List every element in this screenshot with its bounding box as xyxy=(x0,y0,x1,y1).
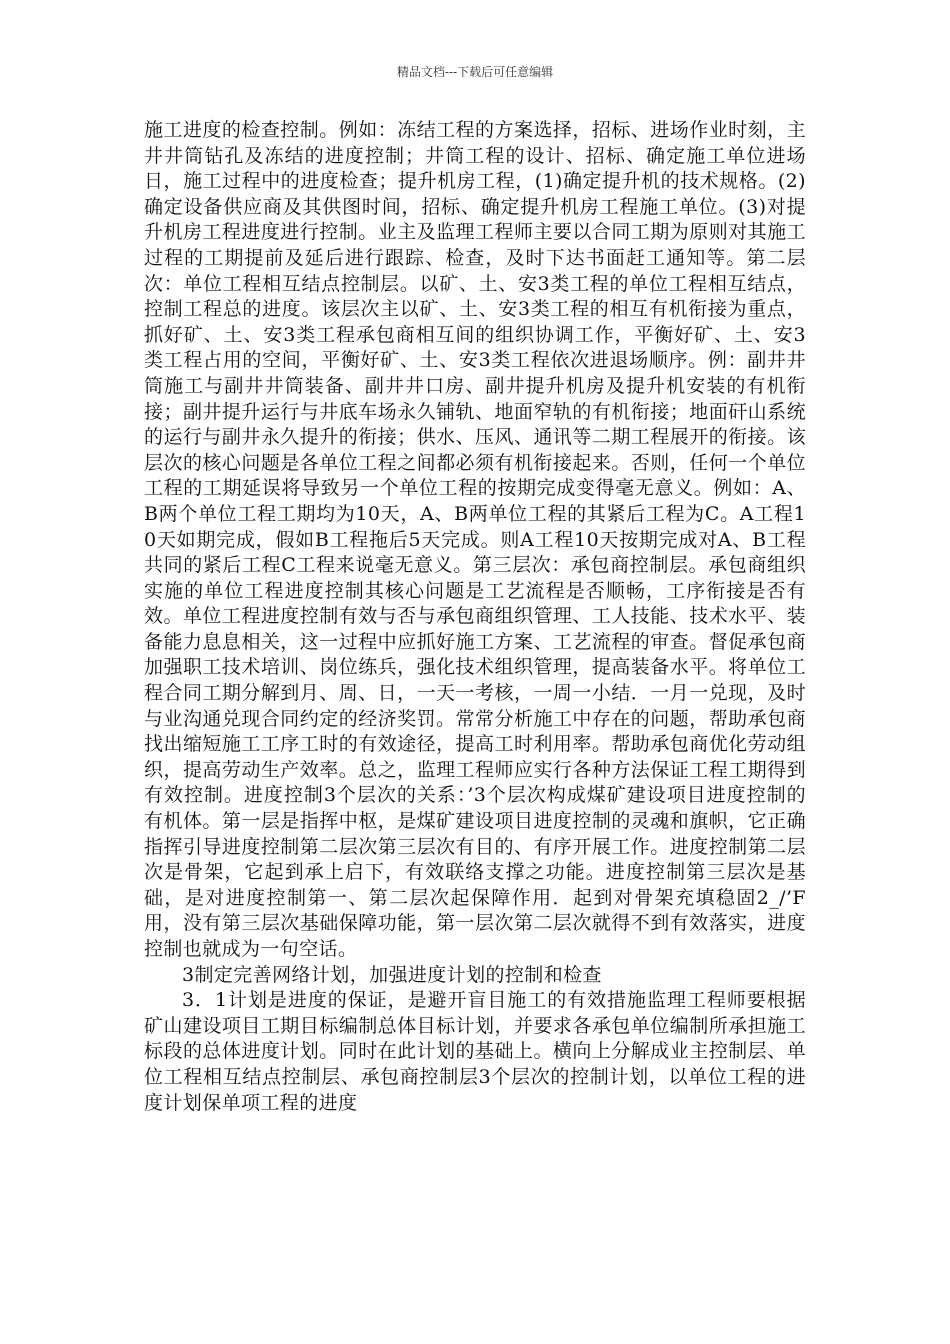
section-heading-network-plan: 3制定完善网络计划，加强进度计划的控制和检查 xyxy=(182,963,602,986)
paragraph-progress-control-levels: 施工进度的检查控制。例如：冻结工程的方案选择，招标、进场作业时刻，主井井筒钻孔及冻结的进度控制；井筒工程的设计、招标、确定施工单位进场日，施工过程中的进度检查；提升机房工程，(1)确定提升机的技术规格。(2)确定设备供应商及其供图时间，招标、确定提升机房工程施工单位。(3)对提升机房工程进度进行控制。业主及监理工程师主要以合同工期为原则对其施工过程的工期提前及延后进行跟踪、检查，及时下达书面赶工通知等。第二层次：单位工程相互结点控制层。以矿、土、安3类工程的单位工程相互结点，控制工程总的进度。该层次主以矿、土、安3类工程的相互有机衔接为重点，抓好矿、土、安3类工程承包商相互间的组织协调工作，平衡好矿、土、安3类工程占用的空间，平衡好矿、土、安3类工程依次进退场顺序。例：副井井筒施工与副井井筒装备、副井井口房、副井提升机房及提升机安装的有机衔接；副井提升运行与井底车场永久铺轨、地面窄轨的有机衔接；地面矸山系统的运行与副井永久提升的衔接；供水、压风、通讯等二期工程展开的衔接。该层次的核心问题是各单位工程之间都必须有机衔接起来。否则，任何一个单位工程的工期延误将导致另一个单位工程的按期完成变得毫无意义。例如：A、B两个单位工程工期均为10天，A、B两单位工程的其紧后工程为C。A工程10天如期完成，假如B工程拖后5天完成。则A工程10天按期完成对A、B工程共同的紧后工程C工程来说毫无意义。第三层次：承包商控制层。承包商组织实施的单位工程进度控制其核心问题是工艺流程是否顺畅，工序衔接是否有效。单位工程进度控制有效与否与承包商组织管理、工人技能、技术水平、装备能力息息相关，这一过程中应抓好施工方案、工艺流程的审查。督促承包商加强职工技术培训、岗位练兵，强化技术组织管理，提高装备水平。将单位工程合同工期分解到月、周、日，一天一考核，一周一小结．一月一兑现，及时与业沟通兑现合同约定的经济奖罚。常常分析施工中存在的问题，帮助承包商找出缩短施工工序工时的有效途径，提高工时利用率。帮助承包商优化劳动组织，提高劳动生产效率。总之，监理工程师应实行各种方法保证工程工期得到有效控制。进度控制3个层次的关系：’3个层次构成煤矿建设项目进度控制的有机体。第一层是指挥中枢，是煤矿建设项目进度控制的灵魂和旗帜，它正确指挥引导进度控制第二层次第三层次有目的、有序开展工作。进度控制第二层次是骨架，它起到承上启下，有效联络支撑之功能。进度控制第三层次是基础，是对进度控制第一、第二层次起保障作用．起到对骨架充填稳固2_/’F用，没有第三层次基础保障功能，第一层次第二层次就得不到有效落实，进度控制也就成为一句空话。 xyxy=(144,119,806,960)
document-body xyxy=(144,118,806,1116)
page-header: 精品文档---下载后可任意编辑 xyxy=(396,65,554,79)
paragraph-plan-guarantee: 3．1计划是进度的保证，是避开盲目施工的有效措施监理工程师要根据矿山建设项目工期目标编制总体目标计划，并要求各承包单位编制所承担施工标段的总体进度计划。同时在此计划的基础上。横向上分解成业主控制层、单位工程相互结点控制层、承包商控制层3个层次的控制计划，以单位工程的进度计划保单项工程的进度 xyxy=(144,989,806,1114)
